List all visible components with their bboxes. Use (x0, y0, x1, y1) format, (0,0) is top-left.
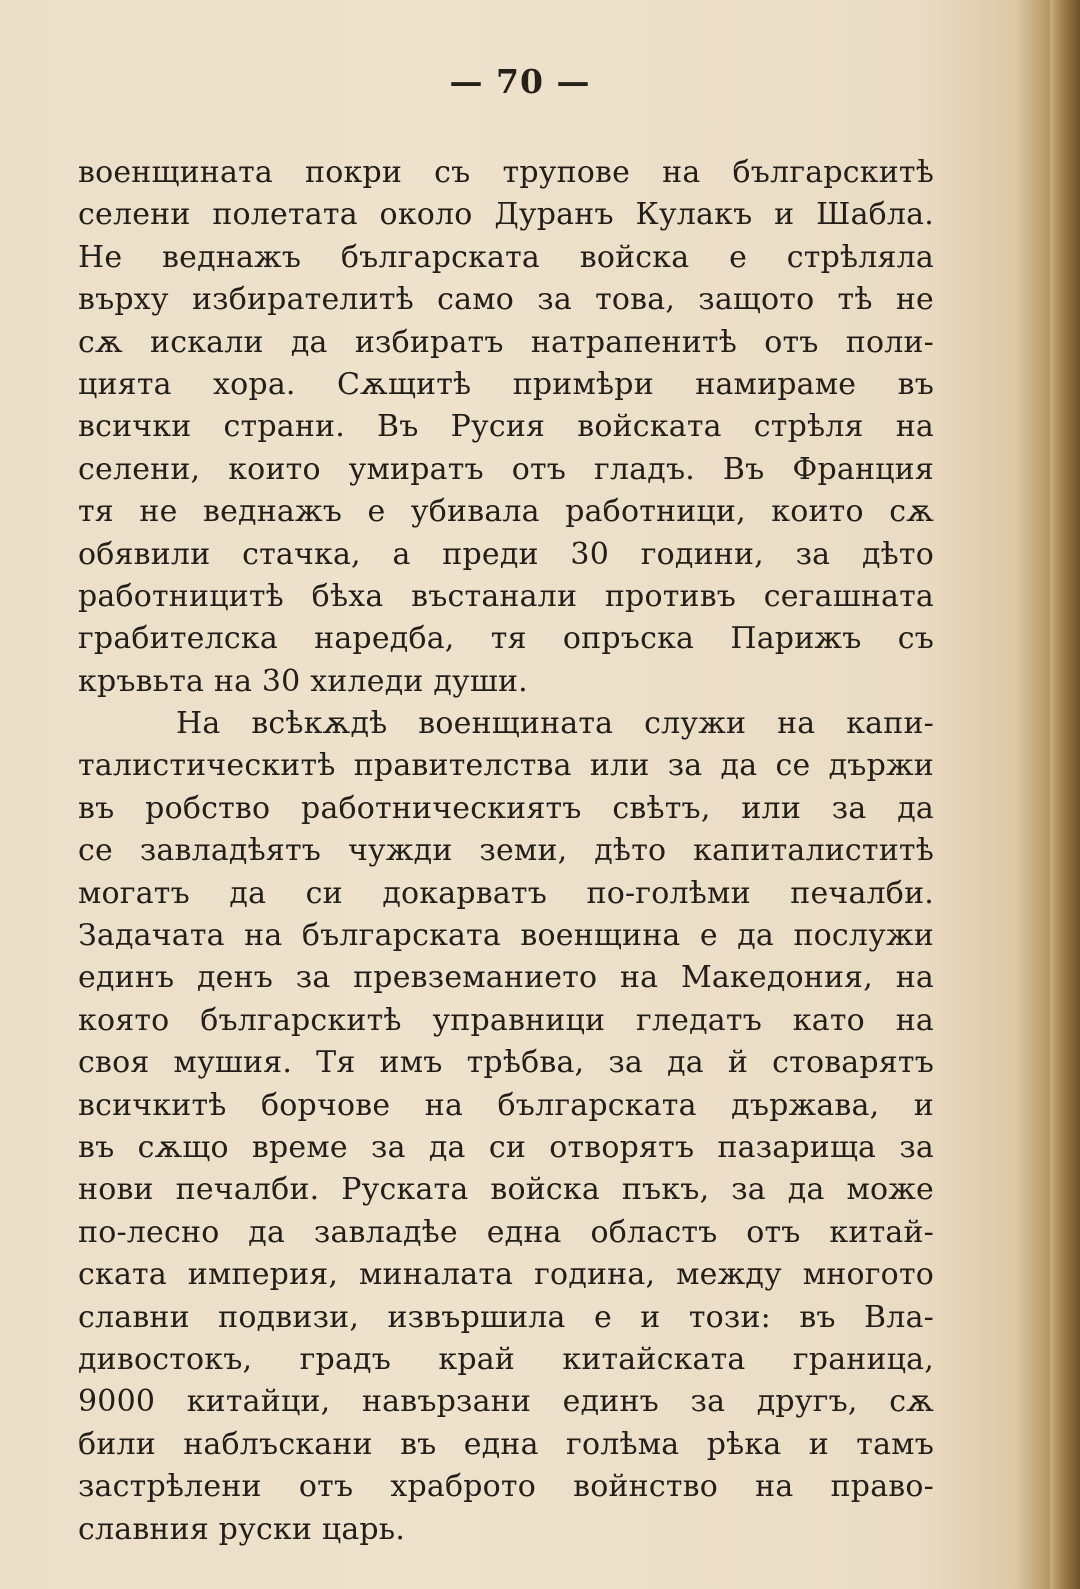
text-line: тя не веднажъ е убивала работници, които сѫ (78, 494, 934, 530)
text-line: Не веднажъ българската войска е стрѣляла (78, 239, 934, 275)
text-line: 9000 китайци, навързани единъ за другъ, сѫ (78, 1384, 934, 1420)
text-line: по-лесно да завладѣе една областъ отъ китай- (78, 1214, 934, 1250)
text-line: могатъ да си докарватъ по-голѣми печалби. (78, 875, 934, 911)
text-line: въ робство работническиятъ свѣтъ, или за да (78, 790, 934, 826)
text-line: грабителска наредба, тя опръска Парижъ съ (78, 621, 934, 657)
text-line: която българскитѣ управници гледатъ като на (78, 1002, 934, 1038)
text-line: всички страни. Въ Русия войската стрѣля на (78, 409, 934, 445)
text-line: селени полетата около Дуранъ Кулакъ и Шабла. (78, 197, 934, 233)
text-line: върху избирателитѣ само за това, защото тѣ не (78, 282, 934, 318)
text-line: славни подвизи, извършила е и този: въ Вла- (78, 1299, 934, 1335)
page-number: — 70 — (449, 62, 591, 101)
text-line: въ сѫщо време за да си отворятъ пазарища за (78, 1129, 934, 1165)
text-line: единъ денъ за превземанието на Македония, на (78, 960, 934, 996)
text-line: На всѣкѫдѣ военщината служи на капи- (176, 706, 934, 742)
body-text (78, 152, 934, 1551)
text-line: сѫ искали да избиратъ натрапенитѣ отъ поли- (78, 324, 934, 360)
text-line: своя мушия. Тя имъ трѣбва, за да й стоварятъ (78, 1045, 934, 1081)
text-line: се завладѣятъ чужди земи, дѣто капиталиститѣ (78, 833, 934, 869)
text-line: славния руски царь. (78, 1511, 406, 1547)
text-line: били наблъскани въ една голѣма рѣка и тамъ (78, 1426, 934, 1462)
page-edge-shadow (1050, 0, 1080, 1589)
text-line: застрѣлени отъ храброто войнство на право- (78, 1469, 934, 1505)
text-line: цията хора. Сѫщитѣ примѣри намираме въ (78, 366, 934, 402)
text-line: военщината покри съ трупове на българскитѣ (78, 155, 934, 190)
text-line: ската империя, миналата година, между многото (78, 1257, 934, 1293)
text-line: дивостокъ, градъ край китайската граница, (78, 1341, 934, 1377)
text-line: работницитѣ бѣха въстанали противъ сегашната (78, 578, 934, 614)
text-line: всичкитѣ борчове на българската държава, и (78, 1087, 934, 1123)
text-line: обявили стачка, а преди 30 години, за дѣто (78, 536, 934, 572)
text-line: талистическитѣ правителства или за да се държи (78, 748, 934, 784)
text-line: нови печалби. Руската войска пъкъ, за да може (78, 1172, 934, 1208)
text-line: Задачата на българската военщина е да послужи (78, 918, 934, 954)
text-line: селени, които умиратъ отъ гладъ. Въ Франция (78, 451, 934, 487)
text-line: кръвьта на 30 хиледи души. (78, 663, 528, 699)
